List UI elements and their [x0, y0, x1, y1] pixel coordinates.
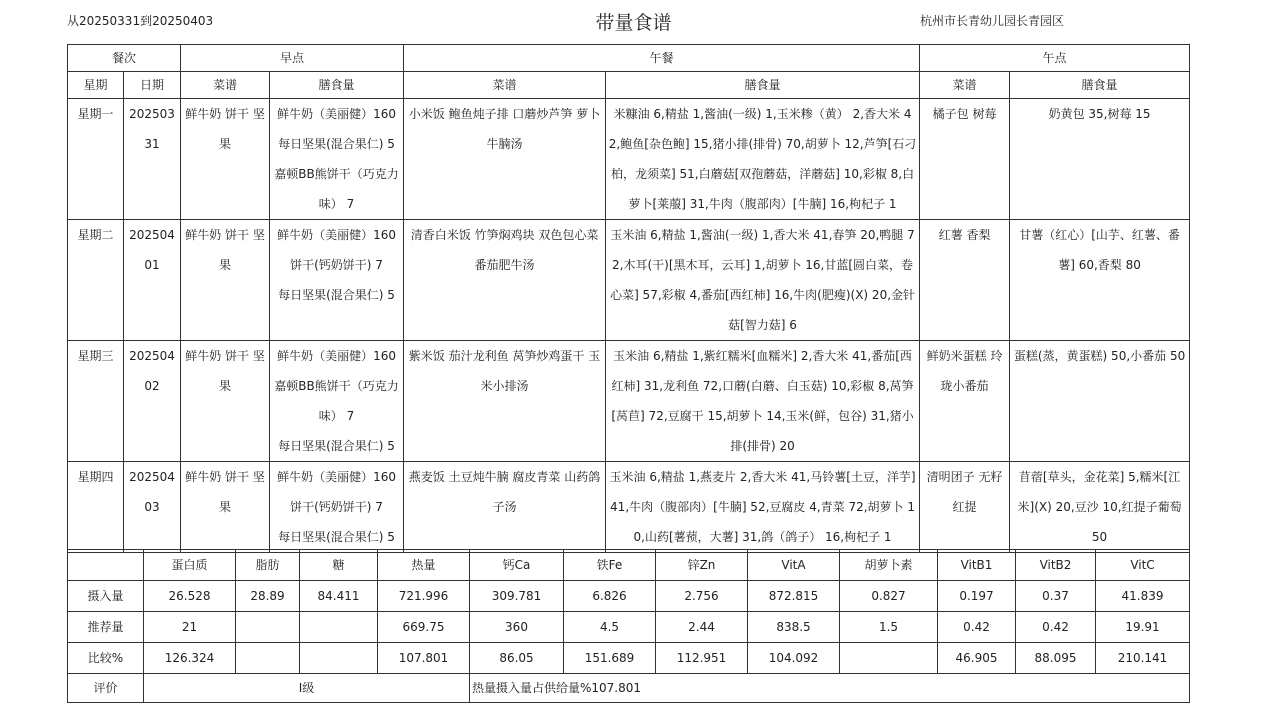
value-cell: 88.095: [1016, 643, 1096, 674]
lunch-qty: 玉米油 6,精盐 1,燕麦片 2,香大米 41,马铃薯[土豆，洋芋] 41,牛肉（腹部肉）[牛腩] 52,豆腐皮 4,青菜 72,胡萝卜 10,山药[薯蓣，大薯] 31,鸽（鸽子） 16,枸杞子 1: [606, 462, 920, 553]
value-cell: 104.092: [748, 643, 840, 674]
value-cell: [840, 643, 938, 674]
date: 20250402: [124, 341, 181, 462]
weekday: 星期四: [68, 462, 124, 553]
school-name: 杭州市长青幼儿园长青园区: [920, 14, 1065, 28]
value-cell: 721.996: [378, 581, 470, 612]
qty-line: 鲜牛奶（美丽健）160: [277, 349, 396, 363]
nutrient-header: VitB1: [938, 550, 1016, 581]
nutrition-header-row: [68, 550, 1190, 581]
nutrient-header: VitA: [748, 550, 840, 581]
header-breakfast: 早点: [181, 45, 404, 72]
value-cell: 0.37: [1016, 581, 1096, 612]
date: 20250331: [124, 99, 181, 220]
value-cell: 210.141: [1096, 643, 1190, 674]
value-cell: 2.44: [656, 612, 748, 643]
row-label: 摄入量: [68, 581, 144, 612]
value-cell: 872.815: [748, 581, 840, 612]
snack-qty: 奶黄包 35,树莓 15: [1010, 99, 1190, 220]
snack-qty: 甘薯（红心）[山芋、红薯、番薯] 60,香梨 80: [1010, 220, 1190, 341]
qty-line: 鲜牛奶（美丽健）160: [277, 107, 396, 121]
value-cell: 0.197: [938, 581, 1016, 612]
header-snack-menu: 菜谱: [920, 72, 1010, 99]
qty-line: 每日坚果(混合果仁) 5: [278, 530, 395, 544]
snack-menu: 橘子包 树莓: [920, 99, 1010, 220]
lunch-menu: 清香白米饭 竹笋焖鸡块 双色包心菜 番茄肥牛汤: [404, 220, 606, 341]
nutrition-table: [67, 549, 1190, 703]
value-cell: 2.756: [656, 581, 748, 612]
weekday: 星期三: [68, 341, 124, 462]
qty-line: 每日坚果(混合果仁) 5: [278, 137, 395, 151]
lunch-qty: 玉米油 6,精盐 1,酱油(一级) 1,香大米 41,春笋 20,鸭腿 72,木耳(干)[黑木耳，云耳] 1,胡萝卜 16,甘蓝[圆白菜，卷心菜] 57,彩椒 4,番茄[西红柿] 16,牛肉(肥瘦)(X) 20,金针菇[智力菇] 6: [606, 220, 920, 341]
snack-qty: 蛋糕(蒸，黄蛋糕) 50,小番茄 50: [1010, 341, 1190, 462]
value-cell: 126.324: [144, 643, 236, 674]
evaluation-grade: I级: [144, 674, 470, 703]
breakfast-menu: 鲜牛奶 饼干 坚果: [181, 341, 270, 462]
value-cell: 4.5: [564, 612, 656, 643]
evaluation-row: [68, 674, 1190, 703]
value-cell: 46.905: [938, 643, 1016, 674]
value-cell: 838.5: [748, 612, 840, 643]
breakfast-qty: [270, 341, 404, 462]
snack-menu: 鲜奶米蛋糕 玲珑小番茄: [920, 341, 1010, 462]
lunch-menu: 燕麦饭 土豆炖牛腩 腐皮青菜 山药鸽子汤: [404, 462, 606, 553]
breakfast-menu: 鲜牛奶 饼干 坚果: [181, 99, 270, 220]
breakfast-qty: [270, 99, 404, 220]
header-snack: 午点: [920, 45, 1190, 72]
value-cell: 1.5: [840, 612, 938, 643]
header-breakfast-qty: 膳食量: [270, 72, 404, 99]
header-date: 日期: [124, 72, 181, 99]
value-cell: 21: [144, 612, 236, 643]
qty-line: 嘉顿BB熊饼干（巧克力味） 7: [274, 379, 399, 423]
evaluation-label: 评价: [68, 674, 144, 703]
value-cell: 309.781: [470, 581, 564, 612]
qty-line: 每日坚果(混合果仁) 5: [278, 439, 395, 453]
page-title: 带量食谱: [595, 12, 672, 34]
value-cell: 151.689: [564, 643, 656, 674]
nutrient-header: 热量: [378, 550, 470, 581]
date-range: 从20250331到20250403: [67, 14, 214, 28]
row-label: 推荐量: [68, 612, 144, 643]
value-cell: 28.89: [236, 581, 300, 612]
nutrient-header: 糖: [300, 550, 378, 581]
breakfast-qty: [270, 220, 404, 341]
comparison-row: [68, 643, 1190, 674]
qty-line: 鲜牛奶（美丽健）160: [277, 228, 396, 242]
value-cell: [300, 612, 378, 643]
value-cell: 360: [470, 612, 564, 643]
value-cell: 6.826: [564, 581, 656, 612]
nutrient-header: 铁Fe: [564, 550, 656, 581]
qty-line: 每日坚果(混合果仁) 5: [278, 288, 395, 302]
value-cell: 112.951: [656, 643, 748, 674]
nutrient-header: 锌Zn: [656, 550, 748, 581]
nutrient-header: 钙Ca: [470, 550, 564, 581]
header-breakfast-menu: 菜谱: [181, 72, 270, 99]
value-cell: 86.05: [470, 643, 564, 674]
qty-line: 饼干(钙奶饼干) 7: [290, 258, 383, 272]
value-cell: [236, 612, 300, 643]
value-cell: 26.528: [144, 581, 236, 612]
breakfast-qty: [270, 462, 404, 553]
value-cell: 669.75: [378, 612, 470, 643]
qty-line: 嘉顿BB熊饼干（巧克力味） 7: [274, 167, 399, 211]
value-cell: 84.411: [300, 581, 378, 612]
nutrient-header: 脂肪: [236, 550, 300, 581]
lunch-qty: 玉米油 6,精盐 1,紫红糯米[血糯米] 2,香大米 41,番茄[西红柿] 31,龙利鱼 72,口蘑(白蘑、白玉菇) 10,彩椒 8,莴笋[莴苣] 72,豆腐干 15,胡萝卜 14,玉米(鲜，包谷) 31,猪小排(排骨) 20: [606, 341, 920, 462]
qty-line: 鲜牛奶（美丽健）160: [277, 470, 396, 484]
value-cell: [300, 643, 378, 674]
value-cell: 0.827: [840, 581, 938, 612]
snack-menu: 清明团子 无籽红提: [920, 462, 1010, 553]
header-lunch-menu: 菜谱: [404, 72, 606, 99]
snack-menu: 红薯 香梨: [920, 220, 1010, 341]
header-meal: 餐次: [68, 45, 181, 72]
sub-header-row: [68, 72, 1190, 99]
nutrient-header: VitB2: [1016, 550, 1096, 581]
row-label: 比较%: [68, 643, 144, 674]
header-snack-qty: 膳食量: [1010, 72, 1190, 99]
menu-table: [67, 44, 1190, 553]
value-cell: 19.91: [1096, 612, 1190, 643]
value-cell: 0.42: [938, 612, 1016, 643]
menu-row: [68, 220, 1190, 341]
weekday: 星期一: [68, 99, 124, 220]
header-lunch: 午餐: [404, 45, 920, 72]
menu-row: [68, 341, 1190, 462]
nutrient-header: VitC: [1096, 550, 1190, 581]
lunch-qty: 米糠油 6,精盐 1,酱油(一级) 1,玉米糁（黄） 2,香大米 42,鲍鱼[杂色鲍] 15,猪小排(排骨) 70,胡萝卜 12,芦笋[石刁柏，龙须菜] 51,白蘑菇[双孢蘑菇，洋蘑菇] 10,彩椒 8,白萝卜[莱菔] 31,牛肉（腹部肉）[牛腩] 16,枸杞子 1: [606, 99, 920, 220]
breakfast-menu: 鲜牛奶 饼干 坚果: [181, 462, 270, 553]
value-cell: 107.801: [378, 643, 470, 674]
evaluation-note: 热量摄入量占供给量%107.801: [470, 674, 1190, 703]
value-cell: [236, 643, 300, 674]
lunch-menu: 紫米饭 茄汁龙利鱼 莴笋炒鸡蛋干 玉米小排汤: [404, 341, 606, 462]
header-lunch-qty: 膳食量: [606, 72, 920, 99]
breakfast-menu: 鲜牛奶 饼干 坚果: [181, 220, 270, 341]
nutrient-header: 蛋白质: [144, 550, 236, 581]
date: 20250401: [124, 220, 181, 341]
lunch-menu: 小米饭 鲍鱼炖子排 口蘑炒芦笋 萝卜牛腩汤: [404, 99, 606, 220]
nutrient-header: 胡萝卜素: [840, 550, 938, 581]
menu-row: [68, 99, 1190, 220]
nutrient-header-blank: [68, 550, 144, 581]
qty-line: 饼干(钙奶饼干) 7: [290, 500, 383, 514]
menu-row: [68, 462, 1190, 553]
intake-row: [68, 581, 1190, 612]
date: 20250403: [124, 462, 181, 553]
snack-qty: 苜蓿[草头，金花菜] 5,糯米[江米](X) 20,豆沙 10,红提子葡萄 50: [1010, 462, 1190, 553]
weekday: 星期二: [68, 220, 124, 341]
group-header-row: [68, 45, 1190, 72]
header-weekday: 星期: [68, 72, 124, 99]
recommended-row: [68, 612, 1190, 643]
value-cell: 41.839: [1096, 581, 1190, 612]
value-cell: 0.42: [1016, 612, 1096, 643]
